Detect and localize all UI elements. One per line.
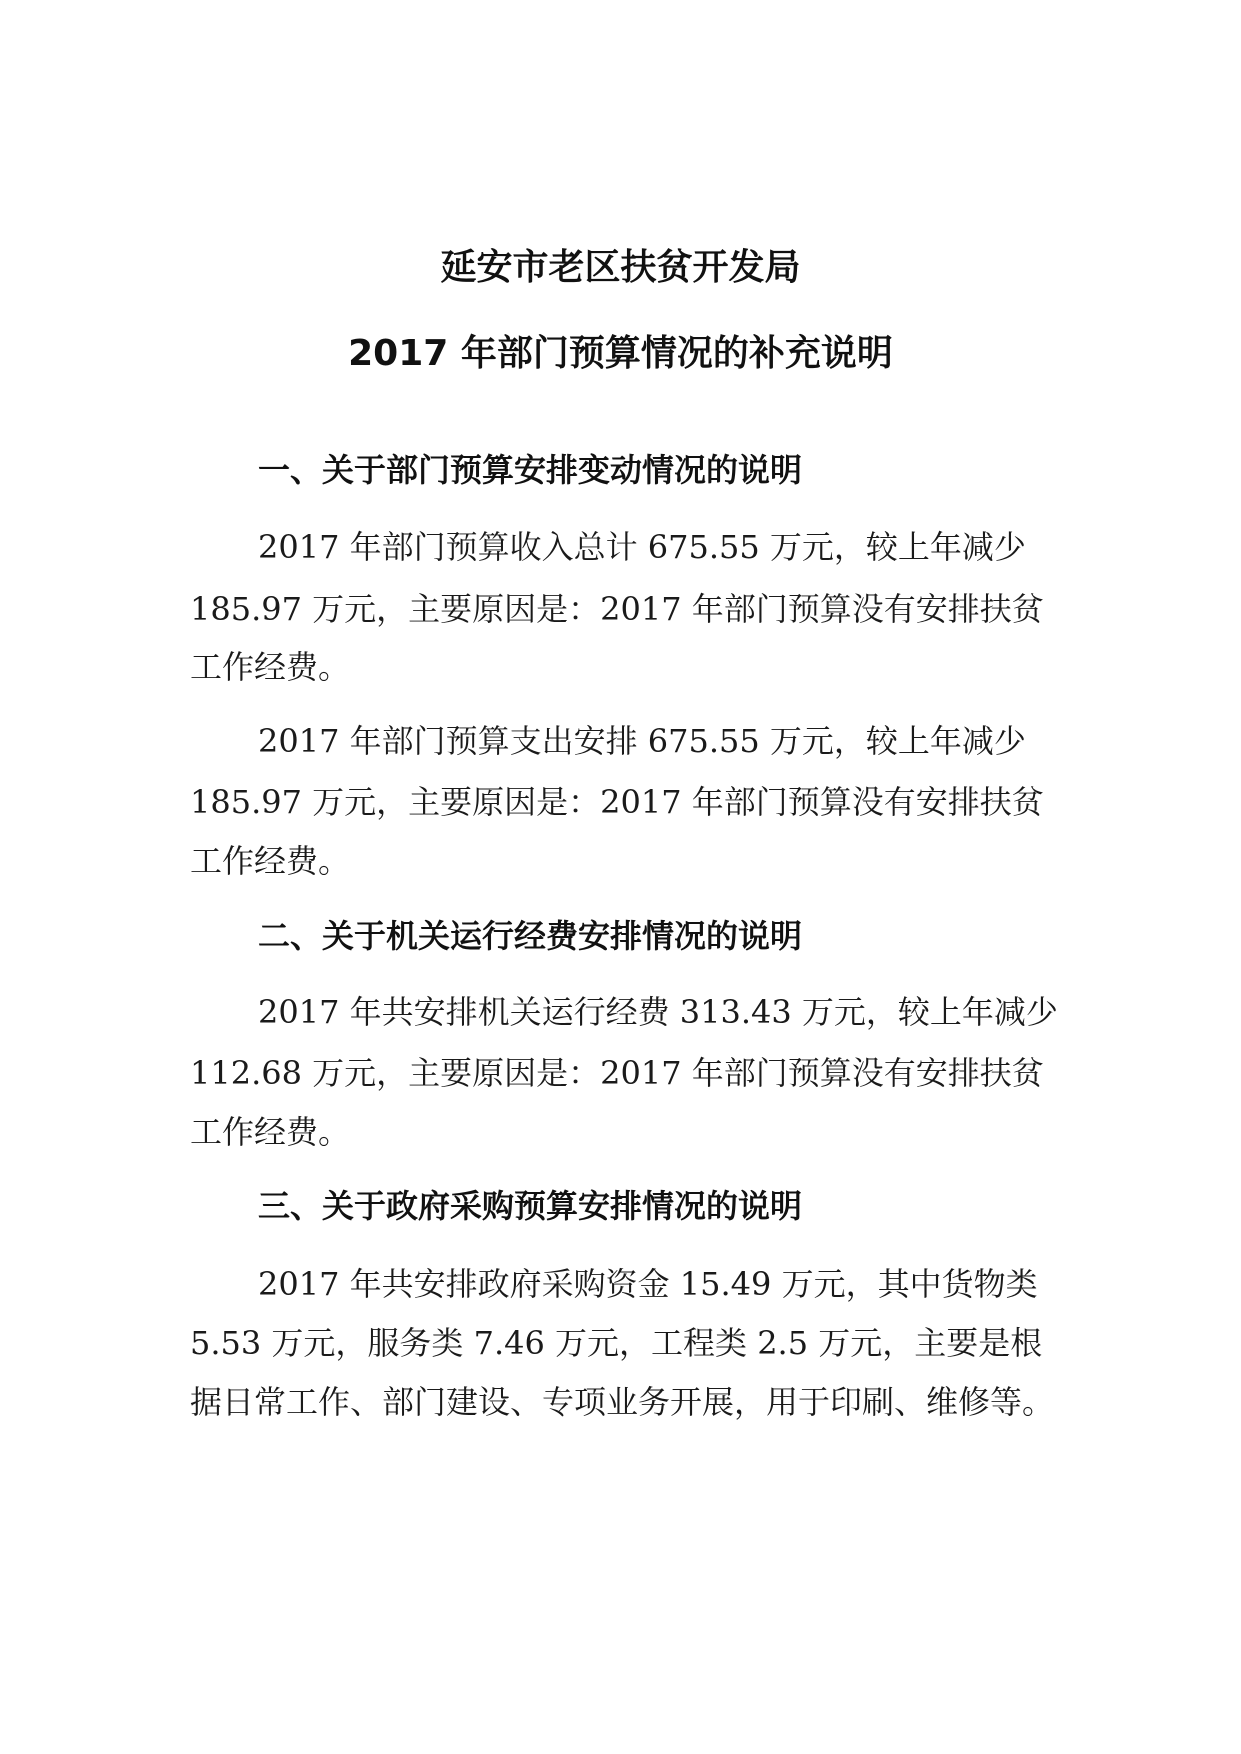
- paragraph-line: 185.97 万元，主要原因是：2017 年部门预算没有安排扶贫: [190, 590, 1044, 628]
- paragraph-line: 2017 年共安排机关运行经费 313.43 万元，较上年减少: [258, 993, 1058, 1031]
- paragraph-line: 据日常工作、部门建设、专项业务开展，用于印刷、维修等。: [190, 1383, 1055, 1421]
- paragraph-line: 工作经费。: [190, 1113, 351, 1151]
- section-heading-operating-expenses: 二、关于机关运行经费安排情况的说明: [258, 917, 803, 955]
- section-heading-budget-changes: 一、关于部门预算安排变动情况的说明: [258, 451, 803, 489]
- document-title-organization: 延安市老区扶贫开发局: [440, 247, 801, 288]
- section-heading-government-procurement: 三、关于政府采购预算安排情况的说明: [258, 1187, 803, 1225]
- paragraph-line: 2017 年部门预算收入总计 675.55 万元，较上年减少: [258, 528, 1026, 566]
- paragraph-line: 2017 年部门预算支出安排 675.55 万元，较上年减少: [258, 722, 1026, 760]
- document-title-subject: 2017 年部门预算情况的补充说明: [348, 333, 893, 374]
- paragraph-line: 工作经费。: [190, 842, 351, 880]
- paragraph-line: 112.68 万元，主要原因是：2017 年部门预算没有安排扶贫: [190, 1054, 1044, 1092]
- paragraph-line: 185.97 万元，主要原因是：2017 年部门预算没有安排扶贫: [190, 783, 1044, 821]
- paragraph-line: 2017 年共安排政府采购资金 15.49 万元，其中货物类: [258, 1265, 1038, 1303]
- paragraph-line: 工作经费。: [190, 648, 351, 686]
- paragraph-line: 5.53 万元，服务类 7.46 万元，工程类 2.5 万元，主要是根: [190, 1324, 1043, 1362]
